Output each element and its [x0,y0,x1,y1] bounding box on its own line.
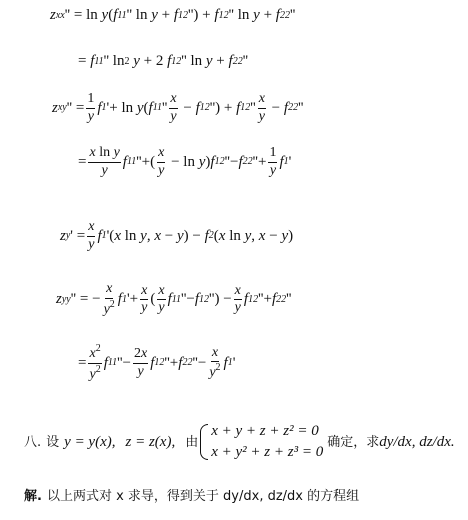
problem-number: 八. [24,434,42,450]
system-equation-2: x + y² + z + z³ = 0 [211,444,324,460]
solution-text: 以上两式对 x 求导，得到关于 dy/dx, dz/dx 的方程组 [46,489,360,504]
zy-equation-line: z y ' = $\frac{x}{y}$ f 1 '( x ln y , x − y ) − f 2 ( x ln y , x − y ) [60,219,294,252]
system-equation-1: x + y + z + z² = 0 [211,423,319,439]
equation-system [200,424,323,460]
z-definition: z = z(x), [125,433,176,450]
zxy-equation-line-2: = $\frac{\text{x ln y}}{y}$ f 11 ''+( $\frac{x}{y}$ − ln y ) f 12 ''− f 22 ''+ $\frac{1}{y}$ f 1 ' [78,145,292,178]
solution-line [24,490,359,503]
zxy-equation-line-1: z xy '' = $\frac{1}{y}$ f 1 '+ ln y ( f 11 '' $\frac{x}{y}$ − f 12 '') + f 12 '' $\frac{x}{y}$ − f 22 '' [52,91,304,124]
problem-set-word: 设 [46,434,60,450]
problem-statement [24,424,455,460]
y-definition: y = y(x), [64,433,116,450]
problem-targets: dy/dx, dz/dx. [379,433,455,450]
problem-by-word: 由 [185,434,199,450]
solution-label: 解. [24,489,42,504]
zxx-equation-line-1: z xx '' = ln y ( f 11 '' ln y + f 12 '') + f 12 '' ln y + f 22 '' [50,7,296,23]
problem-determine-text: 确定，求 [327,434,380,450]
zyy-equation-line-2: = $\frac{x^2}{y^2}$ f 11 ''− $\frac{2x}{y}$ f 12 ''+ f 22 ''− $\frac{x}{y^2}$ f 1 ' [78,343,236,382]
zxx-equation-line-2: = f 11 '' ln 2 y + 2 f 12 '' ln y + f 22 '' [78,53,249,69]
zyy-equation-line-1: z yy '' = − $\frac{x}{y^2}$ f 1 '+ $\frac{x}{y}$ ( $\frac{x}{y}$ f 11 ''− f 12 '') − $\frac{x}{y}$ f 12 ''+ f 22 '' [56,281,292,317]
left-brace [200,424,208,460]
